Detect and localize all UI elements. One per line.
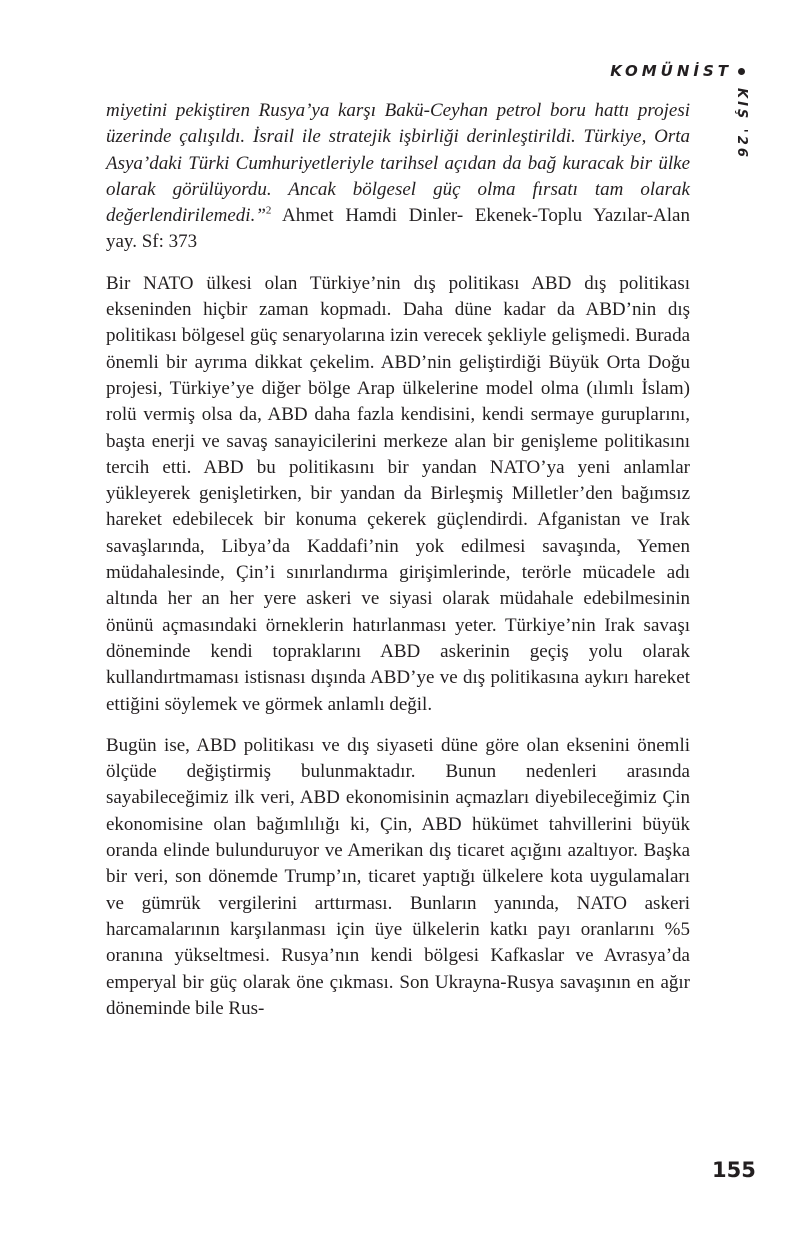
paragraph-1: Bir NATO ülkesi olan Türkiye’nin dış politikası ABD dış politikası ekseninden hiçbir zaman kopmadı. Daha düne kadar da ABD’nin dış politikası bölgesel güç senaryolarına izin verecek şekliyle gelişmedi. Burada önemli bir ayrıma dikkat çekelim. ABD’nin geliştirdiği Büyük Orta Doğu projesi, Türkiye’ye diğer bölge Arap ülkelerine model olma (ılımlı İslam) rolü vermiş olsa da, ABD daha fazla kendisini, kendi sermaye guruplarını, başta enerji ve savaş sanayicilerini merkeze alan bir genişleme politikasını tercih etti. ABD bu politikasını bir yandan NATO’ya yeni anlamlar yükleyerek genişletirken, bir yandan da Birleşmiş Milletler’den bağımsız hareket edebilecek bir konuma çekerek güçlendirdi. Afganistan ve Irak savaşlarında, Libya’da Kaddafi’nin yok edilmesi savaşında, Yemen müdahalesinde, Çin’i sınırlandırma girişimlerinde, terörle mücadele adı altında her an her yere askeri ve siyasi olarak müdahale edebilmesinin önünü açmasındaki örneklerin hatırlanması yeter. Türkiye’nin Irak savaşı döneminde kendi topraklarını ABD askerinin geçiş yolu olarak kullandırtmaması istisnası dışında ABD’ye ve dış politikasına aykırı hareket ettiğini söylemek ve görmek anlamlı değil. xyxy=(106,272,690,715)
body-text xyxy=(106,98,690,1022)
bullet-dot-icon xyxy=(738,68,745,75)
footnote-marker: 2 xyxy=(265,204,272,217)
journal-title xyxy=(610,62,745,80)
issue-label: KIŞ '26 xyxy=(734,88,749,160)
page-number: 155 xyxy=(712,1158,756,1182)
quote-text: miyetini pekiştiren Rusya’ya karşı Bakü-Ceyhan petrol boru hattı projesi üzerinde çalışıldı. İsrail ile stratejik işbirliği derinleştirildi. Türkiye, Orta Asya’daki Türki Cumhuriyetleriyle tarihsel açıdan da bağ kuracak bir ülke olarak görülüyordu. Ancak bölgesel güç olma fırsatı tam olarak değerlendirilemedi.” xyxy=(106,100,690,227)
citation-text: Ahmet Hamdi Dinler- Ekenek-Toplu Yazılar-Alan yay. Sf: 373 xyxy=(106,205,690,253)
quote-paragraph xyxy=(106,98,690,256)
journal-title-text: KOMÜNİST xyxy=(610,62,732,80)
paragraph-2: Bugün ise, ABD politikası ve dış siyaseti düne göre olan eksenini önemli ölçüde değiştirmiş bulunmaktadır. Bunun nedenleri arasında sayabileceğimiz ilk veri, ABD ekonomisinin açmazları diyebileceğimiz Çin ekonomisine olan bağımlılığı ki, Çin, ABD hükümet tahvillerini büyük oranda elinde bulunduruyor ve Amerikan dış ticaret açığını azaltıyor. Başka bir veri, son dönemde Trump’ın, ticaret yaptığı ülkelere kota uygulamaları ve gümrük vergilerini arttırması. Bunların yanında, NATO askeri harcamalarının karşılanması için üye ülkelerin katkı payı oranlarını %5 oranına yükseltmesi. Rusya’nın kendi bölgesi Kafkaslar ve Avrasya’da emperyal bir güç olarak öne çıkması. Son Ukrayna-Rusya savaşının en ağır döneminde bile Rus- xyxy=(106,734,690,1019)
